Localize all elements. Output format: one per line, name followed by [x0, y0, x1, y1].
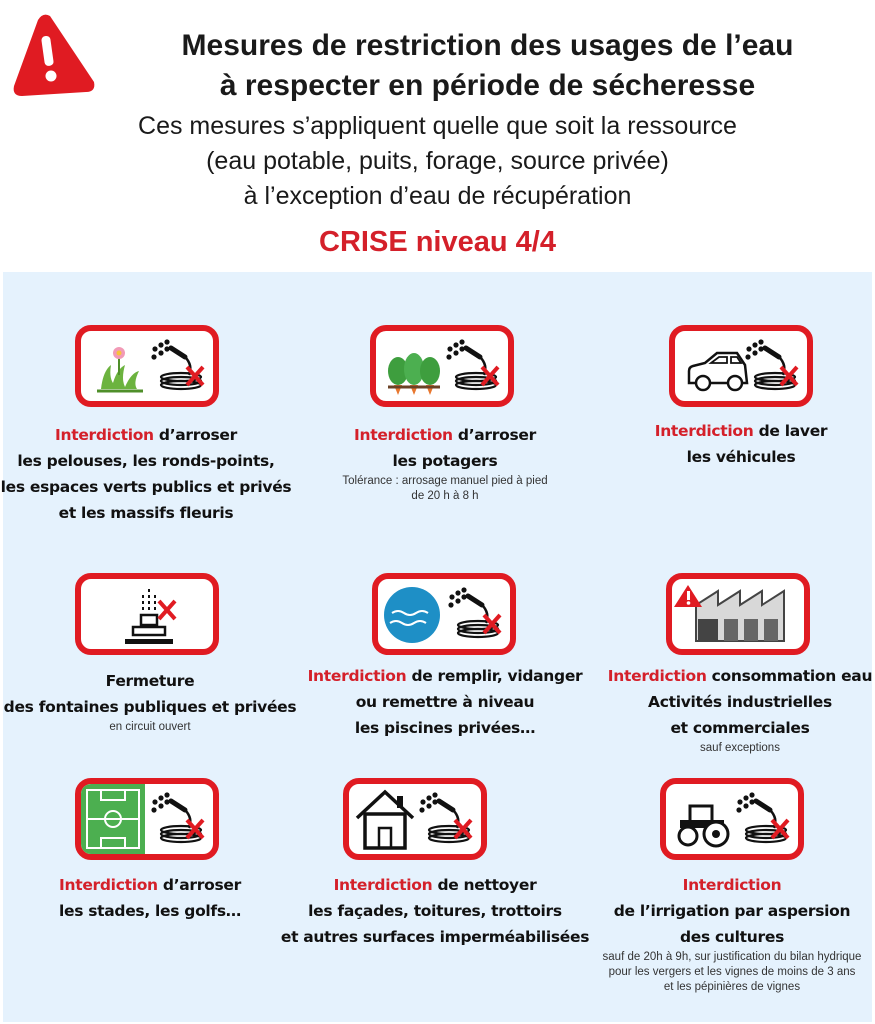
lawn-text — [0, 422, 292, 526]
vegetables-text — [300, 422, 590, 504]
fountain-text — [0, 668, 300, 735]
pool-hose-icon — [378, 579, 510, 649]
industry-l3: et commerciales — [670, 719, 810, 737]
factory-icon — [672, 579, 804, 649]
facade-text — [270, 872, 600, 950]
lawn-l3: les espaces verts publics et privés — [0, 478, 292, 496]
stadium-l2: les stades, les golfs… — [58, 902, 242, 920]
tractor-hose-icon — [666, 784, 798, 854]
fountain-l1: Fermeture — [105, 672, 195, 690]
title-line-2: à respecter en période de sécheresse — [219, 69, 756, 102]
stadium-hose-icon — [81, 784, 213, 854]
crisis-level: CRISE niveau 4/4 — [319, 226, 556, 258]
vegetables-note1: Tolérance : arrosage manuel pied à pied — [342, 475, 548, 487]
lawn-l1-rest: d’arroser — [153, 426, 237, 444]
vehicles-l1-rest: de laver — [753, 422, 828, 440]
irrigation-card — [660, 778, 804, 860]
vegetables-hose-icon — [376, 331, 508, 401]
pool-l3: les piscines privées… — [354, 719, 536, 737]
vegetables-l1-red: Interdiction — [354, 426, 453, 444]
pool-l1-rest: de remplir, vidanger — [406, 667, 583, 685]
vegetables-l1-rest: d’arroser — [452, 426, 536, 444]
vegetables-card — [370, 325, 514, 407]
stadium-card — [75, 778, 219, 860]
pool-card — [372, 573, 516, 655]
irrigation-l2: de l’irrigation par aspersion — [613, 902, 851, 920]
stadium-text — [0, 872, 300, 924]
vehicles-text — [600, 418, 875, 470]
industry-l1-rest: consommation eau — [706, 667, 873, 685]
industry-l1-red: Interdiction — [607, 667, 707, 685]
car-hose-icon — [675, 331, 807, 401]
industry-l2: Activités industrielles — [648, 693, 832, 711]
fountain-icon — [81, 579, 213, 649]
irrigation-note1: sauf de 20h à 9h, sur justification du bilan hydrique — [602, 951, 862, 963]
industry-text — [600, 663, 875, 756]
pool-l1-red: Interdiction — [307, 667, 407, 685]
vegetables-note2: de 20 h à 8 h — [411, 490, 479, 502]
irrigation-l1-red: Interdiction — [682, 876, 782, 894]
pool-text — [300, 663, 590, 741]
facade-card — [343, 778, 487, 860]
garden-hose-icon — [81, 331, 213, 401]
facade-l2: les façades, toitures, trottoirs — [308, 902, 562, 920]
vehicles-l2: les véhicules — [686, 448, 796, 466]
house-hose-icon — [349, 784, 481, 854]
irrigation-l3: des cultures — [680, 928, 784, 946]
fountain-l2: des fontaines publiques et privées — [3, 698, 297, 716]
vegetables-l2: les potagers — [392, 452, 498, 470]
subtitle-line-3: à l’exception d’eau de récupération — [243, 182, 632, 210]
subtitle-line-1: Ces mesures s’appliquent quelle que soit la ressource — [138, 112, 737, 140]
lawn-l4: et les massifs fleuris — [58, 504, 234, 522]
irrigation-text — [582, 872, 875, 995]
stadium-l1-rest: d’arroser — [157, 876, 241, 894]
fountain-note1: en circuit ouvert — [109, 721, 191, 733]
vehicles-card — [669, 325, 813, 407]
fountain-card — [75, 573, 219, 655]
header — [0, 0, 875, 272]
irrigation-note3: et les pépinières de vignes — [663, 981, 801, 993]
lawn-card — [75, 325, 219, 407]
irrigation-note2: pour les vergers et les vignes de moins de 3 ans — [608, 966, 856, 978]
pool-l2: ou remettre à niveau — [355, 693, 535, 711]
warning-icon — [10, 12, 98, 100]
subtitle-line-2: (eau potable, puits, forage, source privée) — [206, 147, 669, 175]
title-line-1: Mesures de restriction des usages de l’eau — [181, 29, 794, 62]
stadium-l1-red: Interdiction — [59, 876, 158, 894]
industry-card — [666, 573, 810, 655]
industry-note1: sauf exceptions — [700, 742, 780, 754]
facade-l1-red: Interdiction — [333, 876, 433, 894]
vehicles-l1-red: Interdiction — [654, 422, 754, 440]
facade-l1-rest: de nettoyer — [432, 876, 537, 894]
lawn-l2: les pelouses, les ronds-points, — [17, 452, 275, 470]
lawn-l1-red: Interdiction — [55, 426, 154, 444]
facade-l3: et autres surfaces imperméabilisées — [280, 928, 590, 946]
